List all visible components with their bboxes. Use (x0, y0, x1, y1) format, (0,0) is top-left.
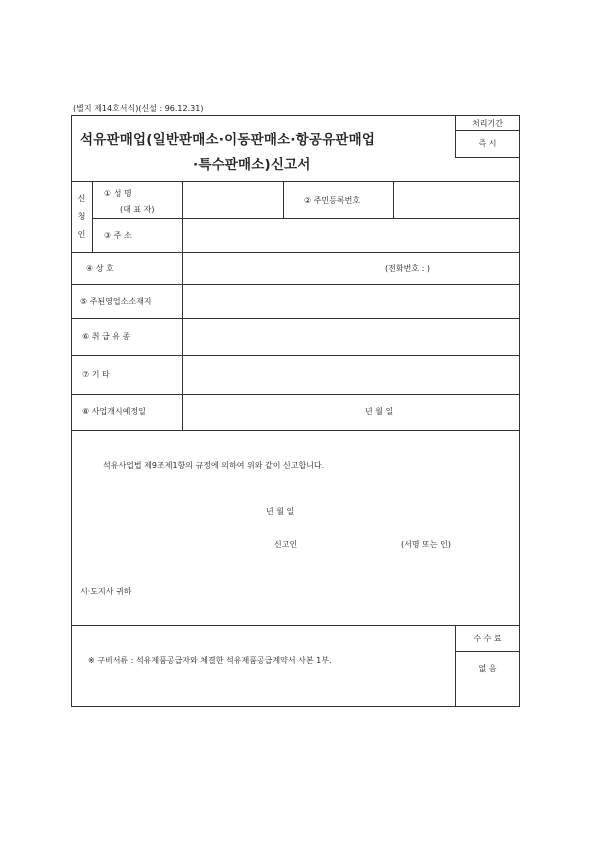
registration-number-label: ② 주민등록번호 (304, 196, 361, 205)
business-start-date-label: ⑧ 사업개시예정일 (82, 407, 146, 416)
main-office-location-label: ⑤ 주된영업소소재지 (80, 297, 152, 306)
other-label: ⑦ 기 타 (82, 370, 110, 379)
name-sub-label: (대 표 자) (120, 205, 155, 214)
form-title-line2: ·특수판매소)신고서 (193, 157, 311, 173)
fee-value: 없 음 (478, 664, 497, 673)
declaration-date[interactable]: 년 월 일 (266, 507, 295, 516)
form-title-line1: 석유판매업(일반판매소·이동판매소·항공유판매업 (80, 132, 376, 148)
trade-name-field[interactable] (184, 254, 374, 282)
name-label: ① 성 명 (104, 189, 132, 198)
business-start-date-value[interactable]: 년 월 일 (365, 407, 394, 416)
processing-period-value: 즉 시 (478, 139, 497, 148)
applicant-char-1: 신 (77, 194, 86, 203)
fee-label: 수 수 료 (473, 634, 502, 643)
main-office-location-field[interactable] (184, 286, 518, 316)
addressee: 시·도지사 귀하 (80, 587, 132, 596)
applicant-char-2: 청 (77, 212, 86, 221)
required-documents-note: ※ 구비서류 : 석유제품공급자와 체결한 석유제품공급계약서 사본 1부. (88, 656, 332, 665)
address-label: ③ 주 소 (104, 231, 132, 240)
other-field[interactable] (184, 357, 518, 392)
registration-number-field[interactable] (395, 183, 518, 216)
name-field[interactable] (184, 183, 281, 216)
form-number-note: (별지 제14호서식)(신설 : 96.12.31) (73, 104, 204, 113)
reporter-label: 신고인 (274, 540, 298, 549)
processing-period-label: 처리기간 (472, 119, 503, 128)
trade-name-label: ④ 상 호 (86, 264, 114, 273)
phone-number-label: (전화번호 : ) (385, 264, 430, 273)
signature-label: (서명 또는 인) (401, 540, 451, 549)
declaration-statement: 석유사업법 제9조제1항의 규정에 의하여 위와 같이 신고합니다. (103, 461, 325, 470)
oil-types-label: ⑥ 취 급 유 종 (82, 332, 131, 341)
address-field[interactable] (184, 220, 518, 250)
oil-types-field[interactable] (184, 320, 518, 353)
applicant-char-3: 인 (77, 230, 86, 239)
